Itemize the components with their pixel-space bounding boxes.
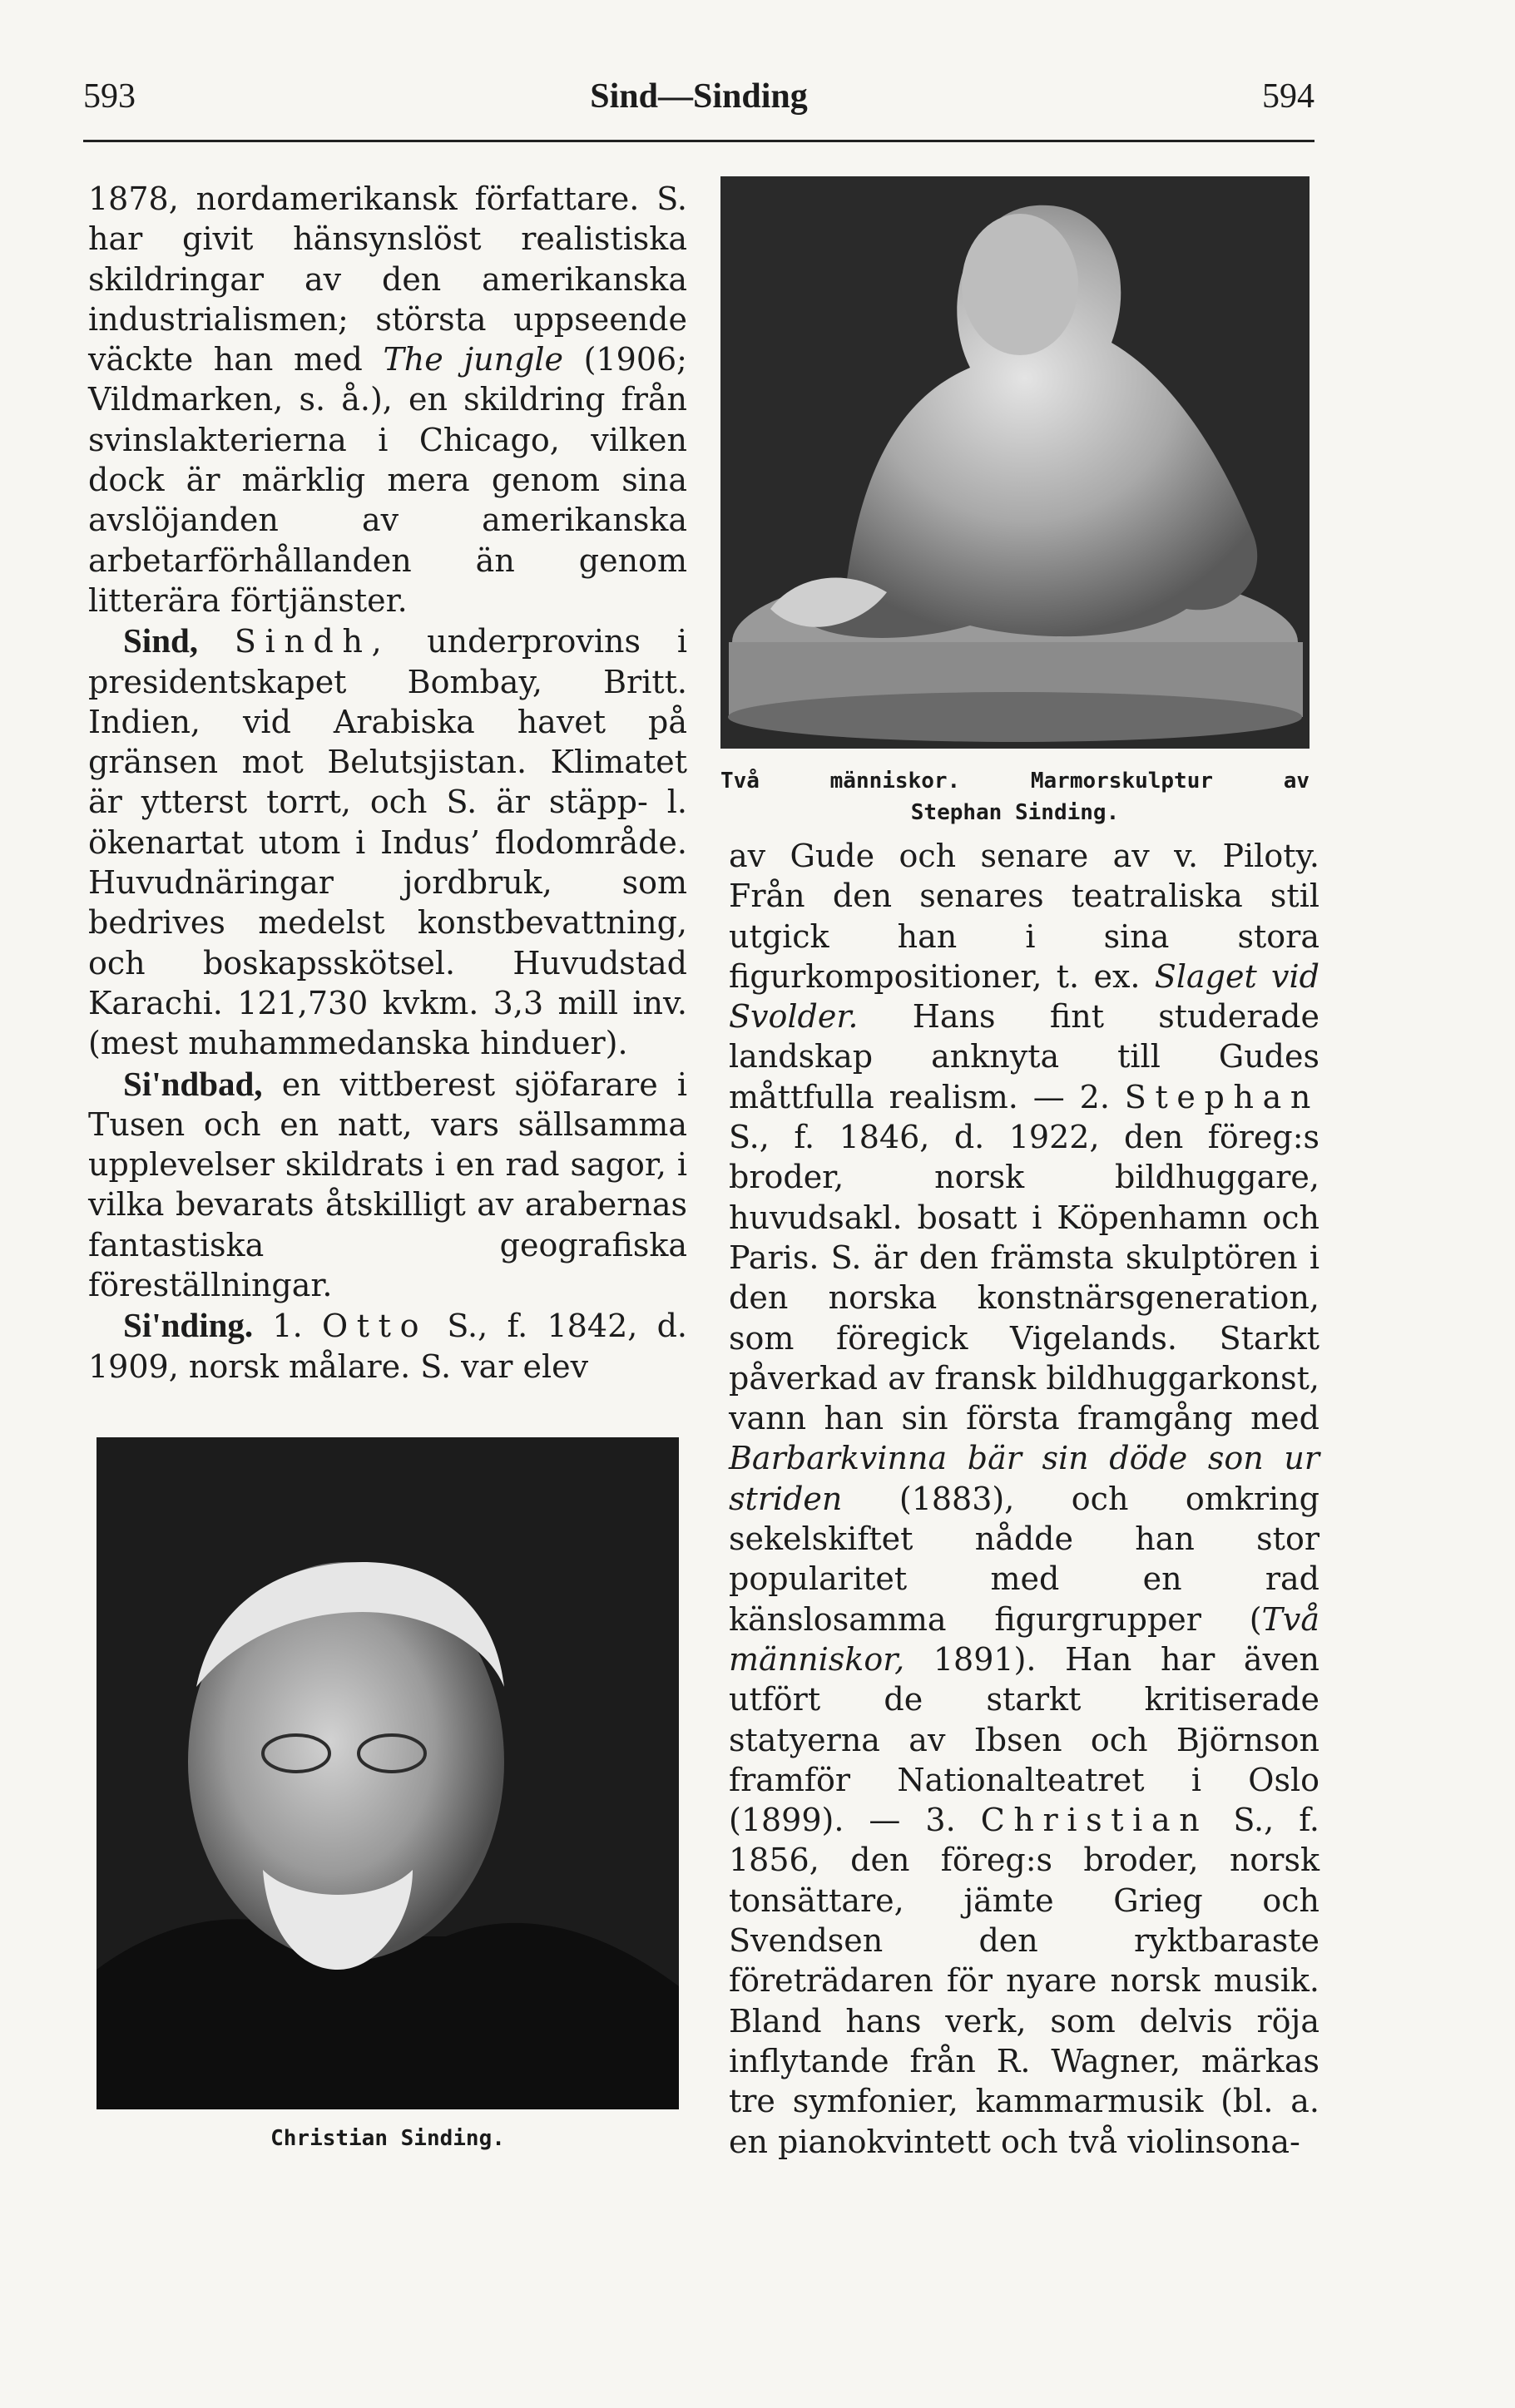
entry-continuation: 1878, nordamerikansk författare. S. har givit hänsynslöst realistiska skildringar av den amerikanska industrialismen; största uppseende väckte han med The jungle (1906; Vildmarken, s. å.), en skildring från svinslakterierna i Chicago, vilken dock är märklig mera genom sina avslöjanden av amerikanska arbetarförhållanden än genom litterära förtjänster. <box>88 180 687 619</box>
page-header <box>83 77 1314 135</box>
entry-sindbad: Si'ndbad, en vittberest sjöfarare i Tusen och en natt, vars sällsamma upplevelser skildrats i en rad sagor, i vilka bevarats åtskilligt av arabernas fantastiska geografiska föreställningar. <box>88 1064 687 1304</box>
header-rule <box>83 140 1314 142</box>
sculpture-photo <box>720 176 1310 749</box>
entry-sinding: Si'nding. 1. Otto S., f. 1842, d. 1909, norsk målare. S. var elev <box>88 1306 687 1385</box>
portrait-image <box>97 1437 679 2109</box>
headword-sindbad: Si'ndbad, <box>123 1064 263 1103</box>
headword-sinding: Si'nding. <box>123 1306 254 1345</box>
name-christian: Christian <box>980 1802 1209 1839</box>
portrait-photo <box>97 1437 679 2109</box>
variant-sindh: Sindh, <box>234 623 391 660</box>
portrait-caption: Christian Sinding. <box>270 2126 505 2151</box>
sculpture-image <box>720 176 1310 749</box>
page-number-right: 594 <box>1262 77 1314 116</box>
entry-sinding-continuation: av Gude och senare av v. Piloty. Från den senares teatraliska stil utgick han i sina stora figurkompositioner, t. ex. Slaget vid Svolder. Hans fint studerade landskap anknyta till Gudes måttfulla realism. — 2. Stephan S., f. 1846, d. 1922, den föreg:s broder, norsk bildhuggare, huvudsakl. bosatt i Köpenhamn och Paris. S. är den främsta skulptören i den norska konstnärsgeneration, som föregick Vigelands. Starkt påverkad av fransk bildhuggarkonst, vann han sin första framgång med Barbarkvinna bär sin döde son ur striden (1883), och omkring sekelskiftet nådde han stor popularitet med en rad känslosamma figurgrupper (Två människor, 1891). Han har även utfört de starkt kritiserade statyerna av Ibsen och Björnson framför Nationalteatret i Oslo (1899). — 3. Christian S., f. 1856, den föreg:s broder, norsk tonsättare, jämte Grieg och Svendsen den ryktbaraste företrädaren för nyare norsk musik. Bland hans verk, som delvis röja inflytande från R. Wagner, märkas tre symfonier, kammarmusik (bl. a. en pianokvintett och två violinsona- <box>729 838 1320 2160</box>
right-column <box>729 836 1319 2162</box>
page-number-left: 593 <box>83 77 136 116</box>
name-stephan: Stephan <box>1124 1078 1319 1115</box>
headword-sind: Sind, <box>123 621 199 660</box>
sculpture-caption: Två människor. Marmorskulptur av Stephan Sinding. <box>720 769 1310 825</box>
name-otto: Otto <box>321 1308 428 1345</box>
left-column <box>88 179 687 1387</box>
entry-sind: Sind, Sindh, underprovins i presidentskapet Bombay, Britt. Indien, vid Arabiska havet på gränsen mot Belutsjistan. Klimatet är ytterst torrt, och S. är stäpp- l. ökenartat utom i Indus’ flodområde. Huvudnäringar jordbruk, som bedrives medelst konstbevattning, och boskapsskötsel. Huvudstad Karachi. 121,730 kvkm. 3,3 mill inv. (mest muhammedanska hinduer). <box>88 621 687 1062</box>
running-title: Sind—Sinding <box>590 77 808 116</box>
